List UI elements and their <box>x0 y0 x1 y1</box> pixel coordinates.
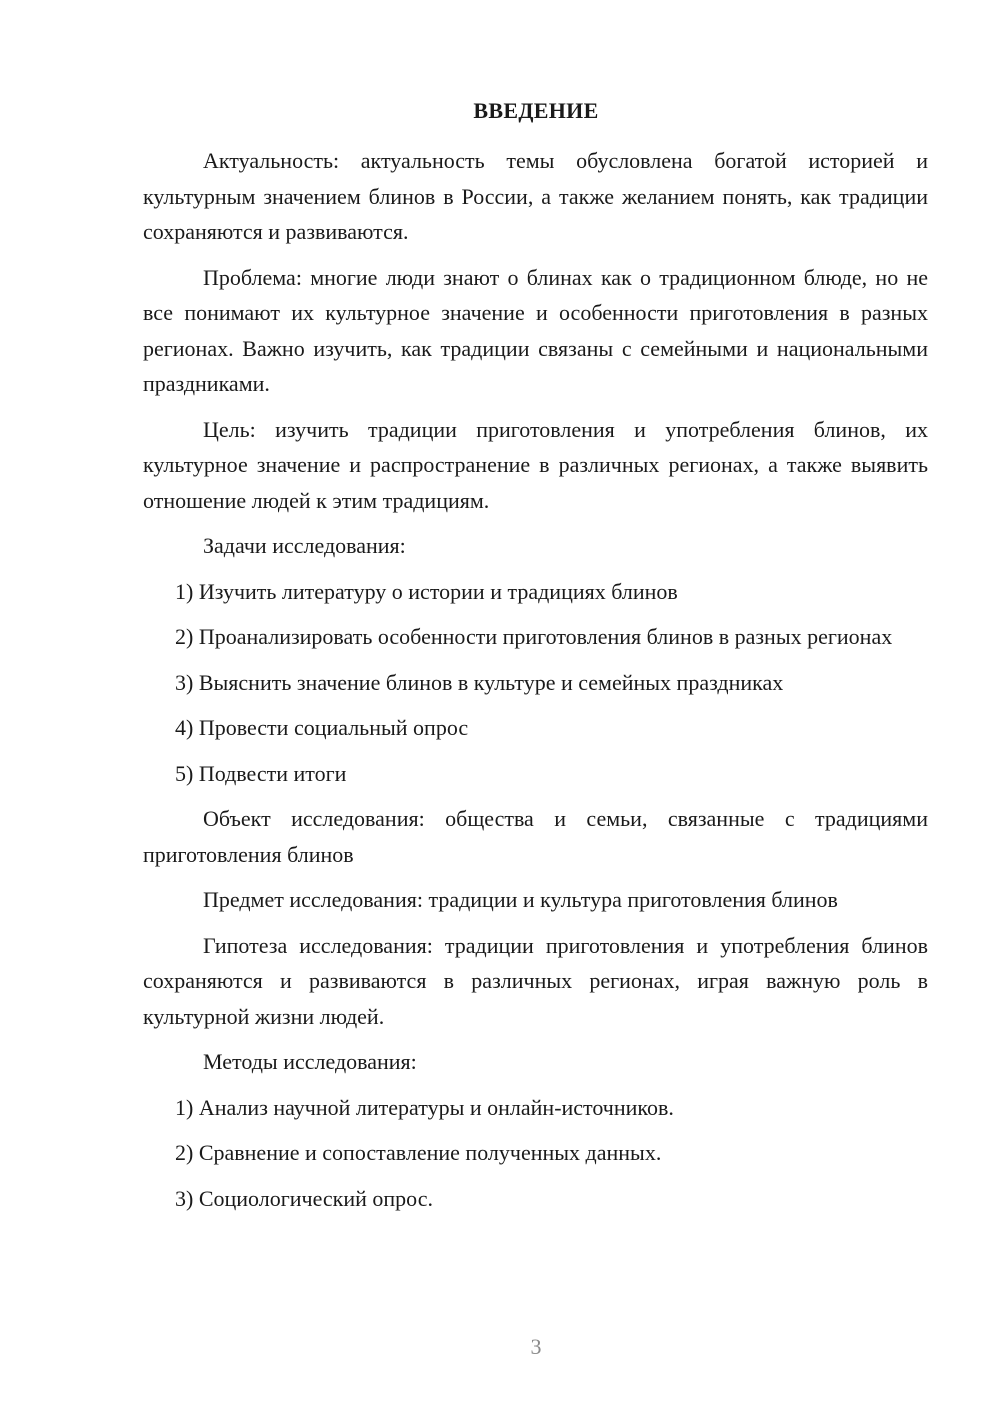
task-item: 3) Выяснить значение блинов в культуре и семейных праздниках <box>175 669 784 695</box>
problem-paragraph: Проблема: многие люди знают о блинах как о традиционном блюде, но не все понимают их культурное значение и особенности приготовления в разных регионах. Важно изучить, как традиции связаны с семейными и национальными праздниками. <box>143 264 928 396</box>
task-item: 2) Проанализировать особенности приготовления блинов в разных регионах <box>175 624 893 649</box>
hypothesis-paragraph: Гипотеза исследования: традиции приготовления и употребления блинов сохраняются и развиваются в различных регионах, играя важную роль в культурной жизни людей. <box>143 932 928 1029</box>
methods-heading: Методы исследования: <box>203 1049 417 1074</box>
object-paragraph: Объект исследования: общества и семьи, связанные с традициями приготовления блинов <box>143 806 928 867</box>
tasks-heading: Задачи исследования: <box>203 533 406 558</box>
method-item: 3) Социологический опрос. <box>175 1185 433 1211</box>
task-item: 5) Подвести итоги <box>175 760 347 786</box>
subject-paragraph: Предмет исследования: традиции и культура приготовления блинов <box>203 887 838 912</box>
method-item: 2) Сравнение и сопоставление полученных данных. <box>175 1140 662 1165</box>
section-title: ВВЕДЕНИЕ <box>473 98 599 123</box>
page-number: 3 <box>530 1334 542 1359</box>
task-item: 1) Изучить литературу о истории и традициях блинов <box>175 578 678 604</box>
relevance-paragraph: Актуальность: актуальность темы обусловлена богатой историей и культурным значением блинов в России, а также желанием понять, как традиции сохраняются и развиваются. <box>143 148 928 244</box>
goal-paragraph: Цель: изучить традиции приготовления и употребления блинов, их культурное значение и распространение в различных регионах, а также выявить отношение людей к этим традициям. <box>143 416 928 513</box>
task-item: 4) Провести социальный опрос <box>175 715 469 740</box>
method-item: 1) Анализ научной литературы и онлайн-источников. <box>175 1094 674 1120</box>
body-text <box>143 143 928 1226</box>
